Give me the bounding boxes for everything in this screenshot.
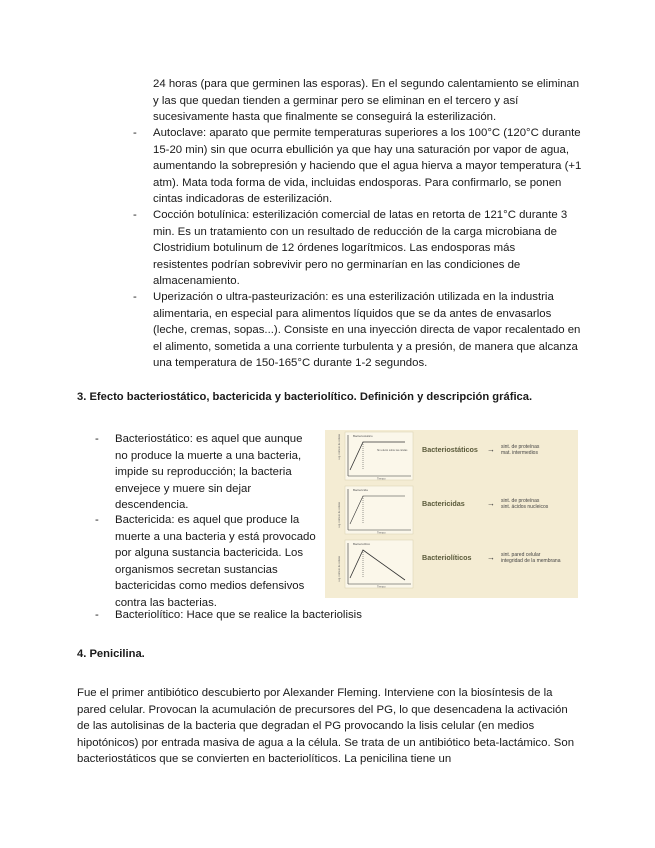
bullet-marker: - [95,514,99,526]
mechanism-line: sint. ácidos nucleicos [501,504,549,510]
figure-row-bacteriostaticos [338,432,540,481]
bullet-bacteriostatico: Bacteriostático: es aquel que aunque no produce la muerte a una bacteria, impide su reproducción; la bacteria envejece y muere sin dejar descendencia. [115,433,303,512]
bullet-marker: - [133,291,137,303]
penicilina-paragraph: Fue el primer antibiótico descubierto por Alexander Fleming. Interviene con la biosíntesis de la pared celular. Provocan la acumulación de precursores del PG, lo que desencadena la activación de las autolisinas de la bacteria que degradan el PG provocando la lisis celular (en medios hipotónicos) por entrada masiva de agua a la célula. Se trata de un antibiótico beta-lactámico. Son bacteriostáticos que se convierten en bacteriolíticos. La penicilina tiene un [77,687,575,766]
bullet-marker: - [95,609,99,621]
graph-title: Bacteriostático [353,434,373,438]
bullet-coccion-botulinica: Cocción botulínica: esterilización comercial de latas en retorta de 121°C durante 3 min. Es un tratamiento con un resultado de reducción de la carga microbiana de Clostridium botulinum de 12 órdenes logarítmicos. Las endosporas más resistentes podrían sobrevivir pero no germinarían en las condiciones de almacenamiento. [153,209,568,288]
mechanism-line: mat. intermedios [501,450,538,456]
category-label: Bacteriolíticos [422,553,472,562]
section-3-heading: 3. Efecto bacteriostático, bactericida y bacteriolítico. Definición y descripción gráfica. [77,391,533,403]
bullet-marker: - [95,433,99,445]
bullet-marker: - [133,209,137,221]
bullet-bacteriolitico: Bacteriolítico: Hace que se realice la bacteriolisis [115,609,362,621]
category-label: Bactericidas [422,499,465,508]
figure-row-bacterioliticos [338,540,561,589]
bullet-bactericida: Bactericida: es aquel que produce la muerte a una bacteria y está provocado por alguna sustancia bactericida. Los organismos secretan sustancias bactericidas como medios defensivos contra las bacterias. [115,514,316,609]
arrow-icon: → [487,553,495,562]
graph-note: Sin efecto sobre las células [377,449,408,452]
y-axis-label: Log. número de células [338,434,341,460]
antibiotic-effects-figure [325,430,578,598]
intro-continuation: 24 horas (para que germinen las esporas). En el segundo calentamiento se eliminan y las que quedan tienden a germinar pero se eliminan en el tercero y así sucesivamente hasta que finalmente se conseguirá la esterilización. [153,78,580,124]
category-label: Bacteriostáticos [422,445,478,454]
y-axis-label: Log. número de células [338,502,341,528]
mechanism-line: sint. de proteínas [501,444,540,450]
bullet-uperizacion: Uperización o ultra-pasteurización: es una esterilización utilizada en la industria alimentaria, en especial para alimentos líquidos que se da antes de envasarlos (leche, cremas, sopas...). Consiste en una inyección directa de vapor recalentado en el alimento, sometida a una corriente turbulenta y a presión, de manera que alcanza una temperatura de 150-165°C durante 1-2 segundos. [153,291,581,370]
figure-row-bactericidas [338,486,549,535]
bullet-autoclave: Autoclave: aparato que permite temperaturas superiores a los 100°C (120°C durante 15-20 min) sin que ocurra ebullición ya que hay una saturación por vapor de agua, aumentando la sobrepresión y haciendo que el agua hierva a mayor temperatura (+1 atm). Mata toda forma de vida, incluidas endosporas. Para confirmarlo, se ponen cintas indicadoras de esterilización. [153,127,582,206]
x-axis-label: Tiempo [377,531,386,535]
graph-title: Bacteriolítico [353,542,371,546]
mechanism-line: sint. de proteínas [501,498,540,504]
section-4-heading: 4. Penicilina. [77,648,145,660]
bullet-marker: - [133,127,137,139]
arrow-icon: → [487,499,495,508]
x-axis-label: Tiempo [377,585,386,589]
x-axis-label: Tiempo [377,477,386,481]
graph-title: Bactericida [353,488,368,492]
mechanism-line: sint. pared celular [501,552,541,558]
y-axis-label: Log. número de células [338,556,341,582]
arrow-icon: → [487,445,495,454]
mechanism-line: integridad de la membrana [501,558,561,564]
